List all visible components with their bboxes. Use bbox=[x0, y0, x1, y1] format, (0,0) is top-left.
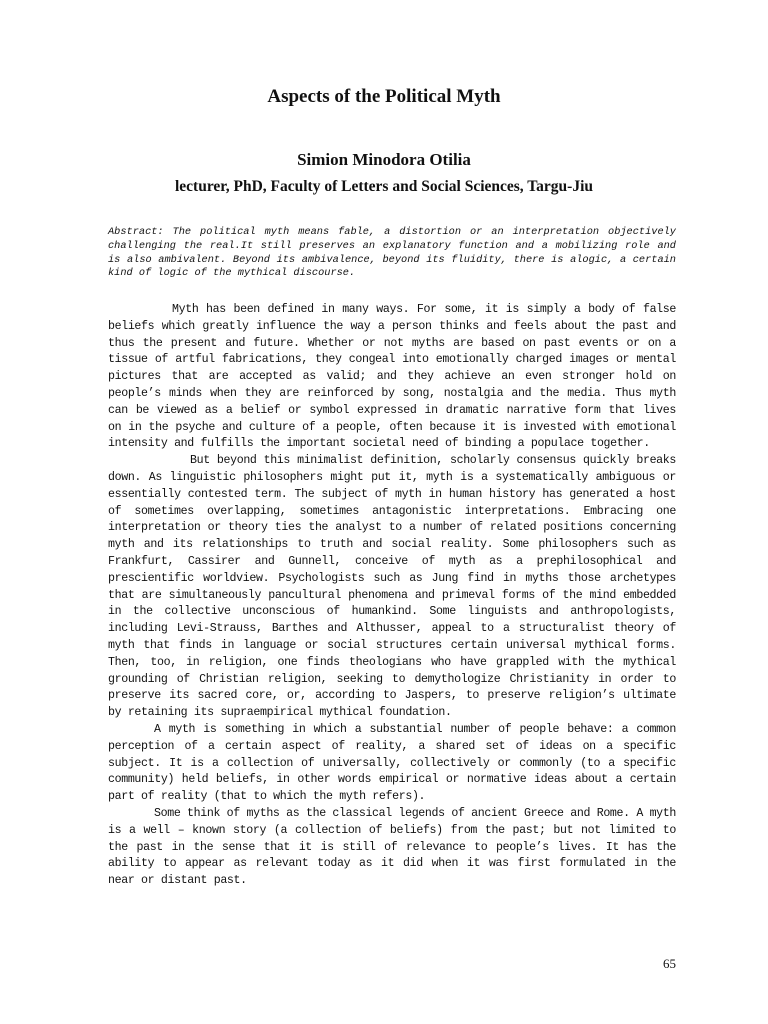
paper-title: Aspects of the Political Myth bbox=[267, 86, 501, 107]
body-text bbox=[108, 302, 676, 890]
paragraph: But beyond this minimalist definition, scholarly consensus quickly breaks down. As linguistic philosophers might put it, myth is a systematically ambiguous or essentially contested term. The subject of myth in human history has generated a host of sometimes overlapping, sometimes antagonistic interpretations. Embracing one interpretation or theory ties the analyst to a number of related positions concerning myth and its relationships to truth and social reality. Some philosophers such as Frankfurt, Cassirer and Gunnell, conceive of myth as a prephilosophical and prescientific worldview. Psychologists such as Jung find in myths those archetypes that are simultaneously pancultural phenomena and primeval forms of the mind embedded in the collective unconscious of humankind. Some linguists and anthropologists, including Levi-Strauss, Barthes and Althusser, appeal to a structuralist theory of myth that finds in language or social structures certain universal mythical forms. Then, too, in religion, one finds theologians who have grappled with the mythical grounding of Christian religion, seeking to demythologize Christianity in order to preserve its sacred core, or, according to Jaspers, to preserve religion’s ultimate by retaining its supraempirical mythical foundation. bbox=[108, 454, 676, 720]
page-number: 65 bbox=[663, 956, 676, 971]
paragraph: Some think of myths as the classical legends of ancient Greece and Rome. A myth is a well – known story (a collection of beliefs) from the past; but not limited to the past in the sense that it is still of relevance to people’s lives. It has the ability to appear as relevant today as it did when it was first formulated in the near or distant past. bbox=[108, 806, 676, 888]
abstract: Abstract: The political myth means fable, a distortion or an interpretation objectively challenging the real.It still preserves an explanatory function and a mobilizing role and is also ambivalent. Beyond its ambivalence, beyond its fluidity, there is alogic, a certain kind of logic of the mythical discourse. bbox=[108, 226, 676, 280]
author-affiliation: lecturer, PhD, Faculty of Letters and Social Sciences, Targu-Jiu bbox=[174, 178, 594, 195]
paragraph: A myth is something in which a substantial number of people behave: a common perception of a certain aspect of reality, a shared set of ideas on a specific subject. It is a collection of universally, collectively or commonly (to a specific community) held beliefs, in other words empirical or normative ideas about a certain part of reality (that to which the myth refers). bbox=[108, 722, 676, 804]
paragraph: Myth has been defined in many ways. For some, it is simply a body of false beliefs which greatly influence the way a person thinks and feels about the past and thus the present and future. Whether or not myths are based on past events or on a tissue of artful fabrications, they congeal into emotionally charged images or mental pictures that are accepted as valid; and they achieve an even stronger hold on people’s minds when they are reinforced by song, nostalgia and the media. Thus myth can be viewed as a belief or symbol expressed in dramatic narrative form that lives on in the psyche and culture of a people, often because it is invested with emotional intensity and fulfills the important societal need of binding a populace together. bbox=[108, 303, 676, 451]
author-name: Simion Minodora Otilia bbox=[297, 150, 471, 169]
